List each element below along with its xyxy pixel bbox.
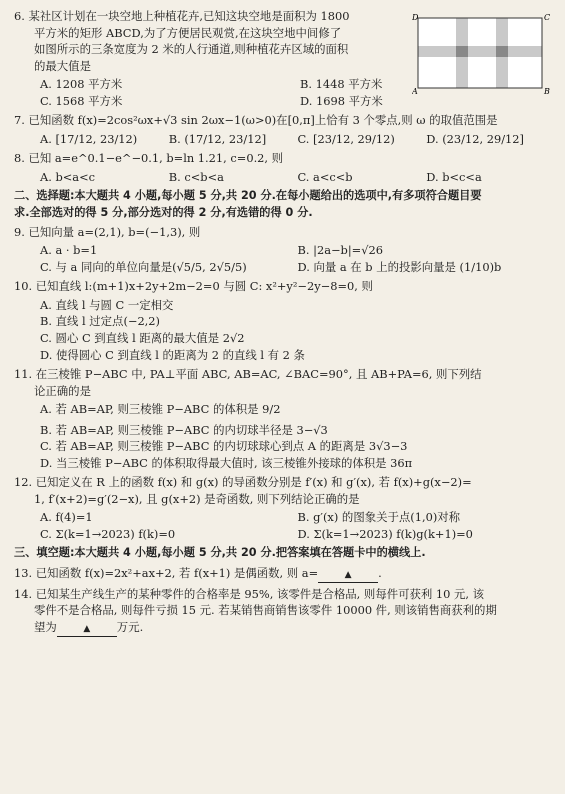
q12-line: 1, f′(x+2)=g′(2−x), 且 g(x+2) 是奇函数, 则下列结论正确的是 bbox=[34, 491, 360, 506]
crossing-right bbox=[496, 46, 508, 57]
q13-stem: 13. 已知函数 f(x)=2x²+ax+2, 若 f(x+1) 是偶函数, 则 a= bbox=[14, 565, 319, 580]
q8-option-d[interactable]: D. b<c<a bbox=[426, 169, 482, 184]
q11-option-a[interactable]: A. 若 AB=AP, 则三棱锥 P−ABC 的体积是 9/2 bbox=[40, 402, 281, 417]
q6-line: 的最大值是 bbox=[34, 58, 91, 73]
q14-line: 14. 已知某生产线生产的某种零件的合格率是 95%, 该零件是合格品, 则每件可获利 10 元, 该 bbox=[14, 586, 485, 601]
q12-line: 12. 已知定义在 R 上的函数 f(x) 和 g(x) 的导函数分别是 f′(x) 和 g′(x), 若 f(x)+g(x−2)= bbox=[14, 475, 472, 490]
question-14 bbox=[14, 586, 555, 637]
label-b: B bbox=[544, 87, 550, 94]
q7-option-c[interactable]: C. [23/12, 29/12) bbox=[297, 131, 395, 146]
section-2-heading bbox=[14, 188, 555, 220]
question-7 bbox=[14, 112, 555, 147]
q14-line-3 bbox=[14, 619, 555, 637]
horizontal-path bbox=[418, 46, 542, 57]
label-c: C bbox=[544, 13, 551, 22]
question-12 bbox=[14, 474, 555, 542]
q7-option-b[interactable]: B. (17/12, 23/12] bbox=[168, 131, 267, 146]
q6-option-c[interactable]: C. 1568 平方米 bbox=[40, 93, 123, 108]
triangle-icon: ▲ bbox=[83, 623, 91, 634]
q13-end: . bbox=[378, 565, 382, 580]
q8-stem: 8. 已知 a=e^0.1−e^−0.1, b=ln 1.21, c=0.2, 则 bbox=[14, 151, 284, 166]
label-a: A bbox=[412, 87, 418, 94]
q14-answer-blank[interactable] bbox=[57, 619, 117, 637]
q13-answer-blank[interactable] bbox=[318, 565, 378, 583]
q11-option-b[interactable]: B. 若 AB=AP, 则三棱锥 P−ABC 的内切球半径是 3−√3 bbox=[40, 422, 328, 437]
q10-option-b[interactable]: B. 直线 l 过定点(−2,2) bbox=[40, 314, 160, 329]
section-3-line: 三、填空题:本大题共 4 小题,每小题 5 分,共 20 分.把答案填在答题卡中的横线上. bbox=[14, 546, 426, 560]
q12-option-b[interactable]: B. g′(x) 的图象关于点(1,0)对称 bbox=[297, 510, 461, 525]
triangle-icon: ▲ bbox=[344, 569, 352, 580]
question-8 bbox=[14, 150, 555, 185]
q6-option-d[interactable]: D. 1698 平方米 bbox=[300, 93, 383, 108]
q8-option-b[interactable]: B. c<b<a bbox=[168, 169, 224, 184]
q8-option-c[interactable]: C. a<c<b bbox=[297, 169, 353, 184]
q14-line: 零件不是合格品, 则每件亏损 15 元. 若某销售商销售该零件 10000 件, 则该销售商获利的期 bbox=[34, 603, 497, 618]
q11-option-c[interactable]: C. 若 AB=AP, 则三棱锥 P−ABC 的内切球球心到点 A 的距离是 3√3−3 bbox=[40, 439, 408, 454]
q10-option-c[interactable]: C. 圆心 C 到直线 l 距离的最大值是 2√2 bbox=[40, 330, 245, 345]
q6-line: 6. 某社区计划在一块空地上种植花卉,已知这块空地是面积为 1800 bbox=[14, 9, 350, 23]
q6-line: 如图所示的三条宽度为 2 米的人行通道,则种植花卉区域的面积 bbox=[34, 42, 349, 57]
q12-option-d[interactable]: D. Σ(k=1→2023) f(k)g(k+1)=0 bbox=[297, 526, 473, 541]
crossing-left bbox=[456, 46, 468, 57]
q10-option-a[interactable]: A. 直线 l 与圆 C 一定相交 bbox=[40, 297, 174, 312]
q9-option-c[interactable]: C. 与 a 同向的单位向量是(√5/5, 2√5/5) bbox=[40, 259, 247, 274]
section-2-line: 求.全部选对的得 5 分,部分选对的得 2 分,有选错的得 0 分. bbox=[14, 205, 313, 219]
q12-option-a[interactable]: A. f(4)=1 bbox=[40, 510, 93, 525]
q14-post: 万元. bbox=[116, 619, 144, 634]
q9-stem: 9. 已知向量 a=(2,1), b=(−1,3), 则 bbox=[14, 224, 201, 239]
question-10 bbox=[14, 278, 555, 363]
question-6 bbox=[14, 8, 555, 109]
section-2-line: 二、选择题:本大题共 4 小题,每小题 5 分,共 20 分.在每小题给出的选项中,有多项符合题目要 bbox=[14, 189, 482, 203]
q12-option-c[interactable]: C. Σ(k=1→2023) f(k)=0 bbox=[40, 526, 176, 541]
q14-pre: 望为 bbox=[34, 619, 57, 634]
q7-option-a[interactable]: A. [17/12, 23/12) bbox=[40, 131, 138, 146]
q7-stem: 7. 已知函数 f(x)=2cos²ωx+√3 sin 2ωx−1(ω>0)在[0,π]上恰有 3 个零点,则 ω 的取值范围是 bbox=[14, 113, 498, 128]
q9-option-b[interactable]: B. |2a−b|=√26 bbox=[297, 243, 383, 258]
q9-option-d[interactable]: D. 向量 a 在 b 上的投影向量是 (1/10)b bbox=[297, 259, 502, 274]
q11-line: 论正确的是 bbox=[34, 383, 91, 398]
q11-option-d[interactable]: D. 当三棱锥 P−ABC 的体积取得最大值时, 该三棱锥外接球的体积是 36π bbox=[40, 455, 413, 470]
q8-option-a[interactable]: A. b<a<c bbox=[40, 169, 96, 184]
q11-line: 11. 在三棱锥 P−ABC 中, PA⊥平面 ABC, AB=AC, ∠BAC=90°, 且 AB+PA=6, 则下列结 bbox=[14, 367, 482, 382]
q9-option-a[interactable]: A. a · b=1 bbox=[40, 243, 98, 258]
section-3-heading bbox=[14, 545, 555, 561]
q6-option-a[interactable]: A. 1208 平方米 bbox=[40, 77, 123, 92]
question-11 bbox=[14, 366, 555, 471]
q6-line: 平方米的矩形 ABCD,为了方便居民观赏,在这块空地中间修了 bbox=[34, 25, 342, 40]
garden-figure bbox=[412, 12, 552, 94]
question-13 bbox=[14, 565, 555, 583]
q7-option-d[interactable]: D. (23/12, 29/12] bbox=[426, 131, 524, 146]
question-9 bbox=[14, 224, 555, 276]
q10-stem: 10. 已知直线 l:(m+1)x+2y+2m−2=0 与圆 C: x²+y²−2y−8=0, 则 bbox=[14, 279, 373, 294]
q10-option-d[interactable]: D. 使得圆心 C 到直线 l 的距离为 2 的直线 l 有 2 条 bbox=[40, 347, 305, 362]
q6-option-b[interactable]: B. 1448 平方米 bbox=[300, 77, 383, 92]
label-d: D bbox=[412, 13, 419, 22]
